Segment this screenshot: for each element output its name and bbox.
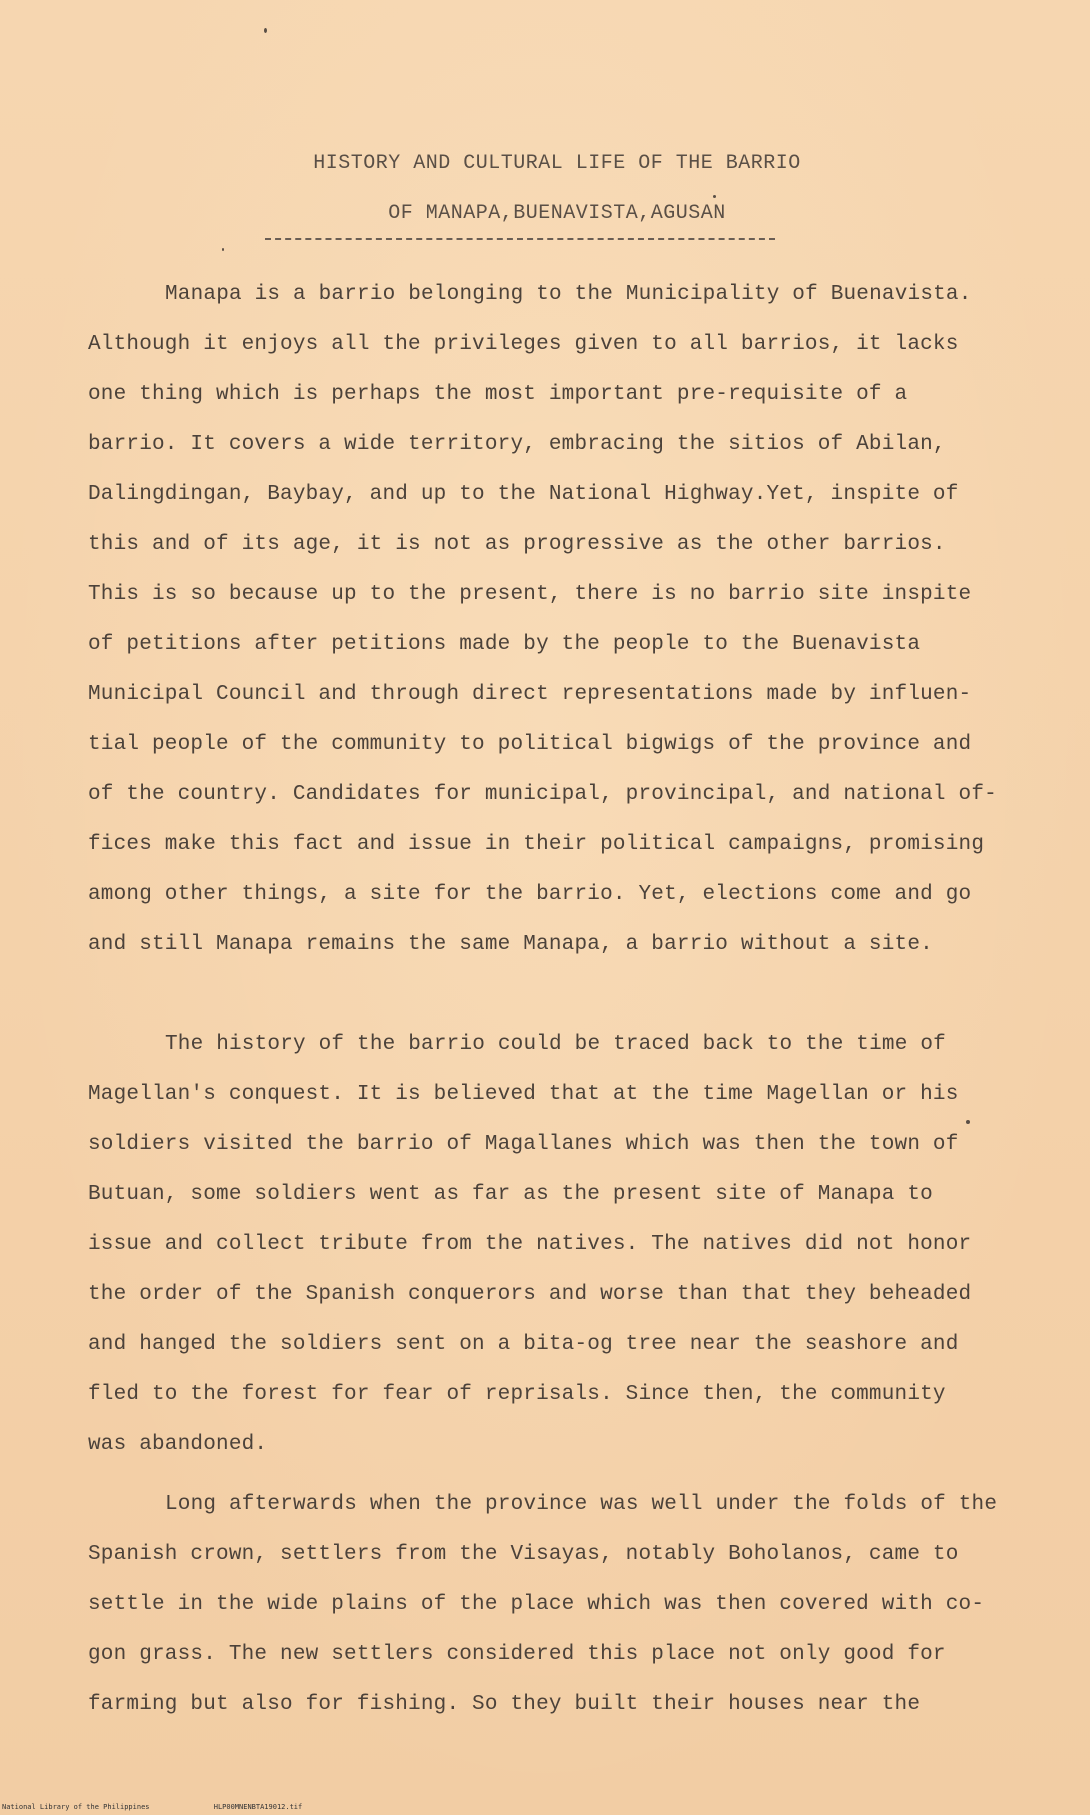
text-line: and still Manapa remains the same Manapa, a barrio without a site. xyxy=(88,933,933,956)
text-line: Magellan's conquest. It is believed that at the time Magellan or his xyxy=(88,1083,959,1106)
text-line: farming but also for fishing. So they built their houses near the xyxy=(88,1693,921,1716)
text-line: tial people of the community to political bigwigs of the province and xyxy=(88,733,972,756)
document-title-line-2: OF MANAPA,BUENAVISTA,AGUSAN xyxy=(388,202,726,225)
text-line: fices make this fact and issue in their political campaigns, promising xyxy=(88,833,985,856)
text-line: Manapa is a barrio belonging to the Municipality of Buenavista. xyxy=(165,283,972,306)
text-line: and hanged the soldiers sent on a bita-og tree near the seashore and xyxy=(88,1333,959,1356)
text-line: of petitions after petitions made by the people to the Buenavista xyxy=(88,633,921,656)
text-line: this and of its age, it is not as progressive as the other barrios. xyxy=(88,533,946,556)
paper-speck xyxy=(966,1120,970,1124)
text-line: fled to the forest for fear of reprisals. Since then, the community xyxy=(88,1383,946,1406)
text-line: gon grass. The new settlers considered this place not only good for xyxy=(88,1643,946,1666)
text-line: Municipal Council and through direct representations made by influen- xyxy=(88,683,972,706)
text-line: soldiers visited the barrio of Magallanes which was then the town of xyxy=(88,1133,959,1156)
paper-speck xyxy=(713,195,716,198)
text-line: Butuan, some soldiers went as far as the present site of Manapa to xyxy=(88,1183,933,1206)
text-line: Although it enjoys all the privileges given to all barrios, it lacks xyxy=(88,333,959,356)
text-line: was abandoned. xyxy=(88,1433,268,1456)
text-line: Spanish crown, settlers from the Visayas, notably Boholanos, came to xyxy=(88,1543,959,1566)
text-line: barrio. It covers a wide territory, embracing the sitios of Abilan, xyxy=(88,433,946,456)
archive-footer xyxy=(2,1803,362,1811)
document-title-line-1: HISTORY AND CULTURAL LIFE OF THE BARRIO xyxy=(313,152,801,175)
text-line: This is so because up to the present, there is no barrio site inspite xyxy=(88,583,972,606)
paper-speck xyxy=(264,28,267,33)
paper-speck xyxy=(222,248,224,251)
text-line: settle in the wide plains of the place which was then covered with co- xyxy=(88,1593,985,1616)
text-line: Dalingdingan, Baybay, and up to the National Highway.Yet, inspite of xyxy=(88,483,959,506)
text-line: among other things, a site for the barrio. Yet, elections come and go xyxy=(88,883,972,906)
footer-filename: HLP00MNENBTA19012.tif xyxy=(213,1803,303,1811)
text-line: Long afterwards when the province was well under the folds of the xyxy=(165,1493,998,1516)
text-line: issue and collect tribute from the natives. The natives did not honor xyxy=(88,1233,972,1256)
text-line: of the country. Candidates for municipal, provincipal, and national of- xyxy=(88,783,997,806)
text-line: one thing which is perhaps the most important pre-requisite of a xyxy=(88,383,908,406)
text-line: The history of the barrio could be traced back to the time of xyxy=(165,1033,946,1056)
title-dashed-rule xyxy=(265,238,775,240)
text-line: the order of the Spanish conquerors and worse than that they beheaded xyxy=(88,1283,972,1306)
footer-source: National Library of the Philippines xyxy=(2,1803,150,1811)
